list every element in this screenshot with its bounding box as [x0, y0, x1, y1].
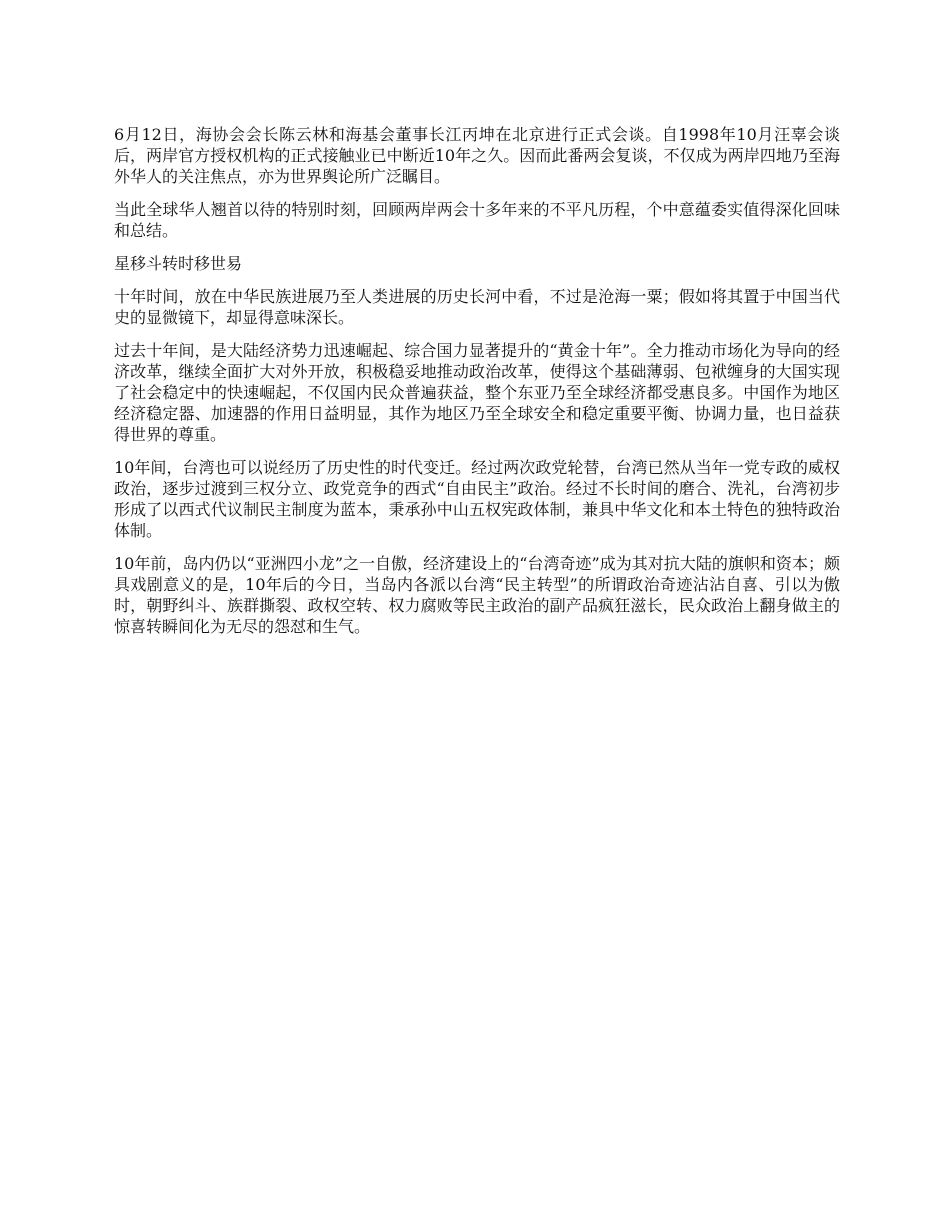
- section-heading: 星移斗转时移世易: [114, 254, 243, 273]
- paragraph-taiwan-economy: 10年前，岛内仍以“亚洲四小龙”之一自傲，经济建设上的“台湾奇迹”成为其对抗大陆的旗帜和资本；颇具戏剧意义的是，10年后的今日，当岛内各派以台湾“民主转型”的所谓政治奇迹沾沾自喜、引以为傲时，朝野纠斗、族群撕裂、政权空转、权力腐败等民主政治的副产品疯狂滋长，民众政治上翻身做主的惊喜转瞬间化为无尽的怨怼和生气。: [114, 554, 840, 636]
- paragraph-taiwan-politics: 10年间，台湾也可以说经历了历史性的时代变迁。经过两次政党轮替，台湾已然从当年一党专政的威权政治，逐步过渡到三权分立、政党竞争的西式“自由民主”政治。经过不长时间的磨合、洗礼，台湾初步形成了以西式代议制民主制度为蓝本，秉承孙中山五权宪政体制，兼具中华文化和本土特色的独特政治体制。: [114, 458, 840, 540]
- paragraph-reflection: 当此全球华人翘首以待的特别时刻，回顾两岸两会十多年来的不平凡历程，个中意蕴委实值得深化回味和总结。: [114, 200, 840, 240]
- document-body: [114, 124, 840, 649]
- paragraph-mainland: 过去十年间，是大陆经济势力迅速崛起、综合国力显著提升的“黄金十年”。全力推动市场化为导向的经济改革，继续全面扩大对外开放，积极稳妥地推动政治改革，使得这个基础薄弱、包袱缠身的大国实现了社会稳定中的快速崛起，不仅国内民众普遍获益，整个东亚乃至全球经济都受惠良多。中国作为地区经济稳定器、加速器的作用日益明显，其作为地区乃至全球安全和稳定重要平衡、协调力量，也日益获得世界的尊重。: [114, 341, 840, 444]
- paragraph-intro: 6月12日，海协会会长陈云林和海基会董事长江丙坤在北京进行正式会谈。自1998年10月汪辜会谈后，两岸官方授权机构的正式接触业已中断近10年之久。因而此番两会复谈，不仅成为两岸四地乃至海外华人的关注焦点，亦为世界舆论所广泛瞩目。: [114, 125, 840, 186]
- paragraph-ten-years: 十年时间，放在中华民族进展乃至人类进展的历史长河中看，不过是沧海一粟；假如将其置于中国当代史的显微镜下，却显得意味深长。: [114, 287, 840, 327]
